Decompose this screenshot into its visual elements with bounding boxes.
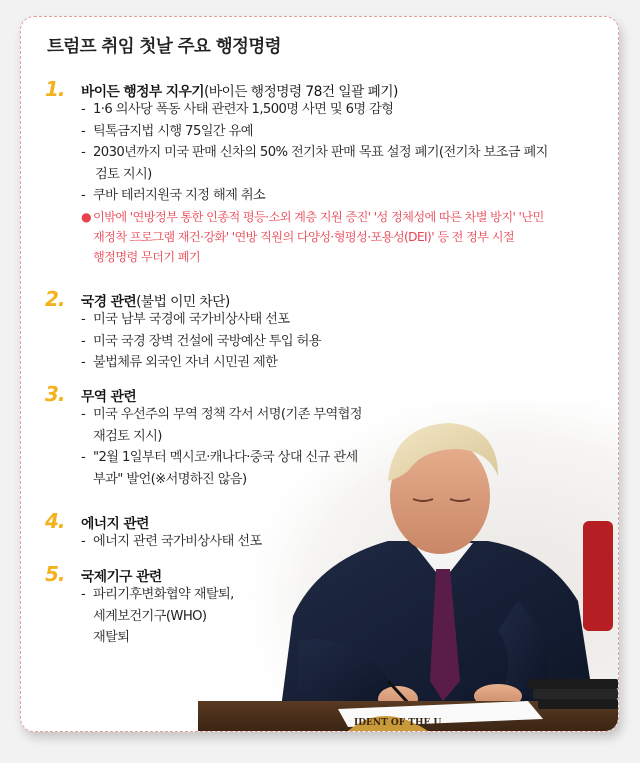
- seal-text: IDENT OF THE U: [354, 718, 442, 728]
- page-title: 트럼프 취임 첫날 주요 행정명령: [47, 37, 281, 57]
- section-number: 4.: [45, 509, 65, 533]
- section-4: [45, 509, 610, 553]
- section-number: 5.: [45, 562, 65, 586]
- section-5: [45, 562, 610, 649]
- list-item: 재검토 지시): [93, 428, 162, 444]
- list-item: - 파리기후변화협약 재탈퇴,: [81, 587, 234, 602]
- section-heading: 바이든 행정부 지우기(바이든 행정명령 78건 일괄 폐기): [81, 84, 398, 100]
- list-item: 세계보건기구(WHO): [93, 608, 207, 624]
- list-item: - 불법체류 외국인 자녀 시민권 제한: [81, 355, 278, 370]
- note-text: ● 이밖에 '연방정부 통한 인종적 평등·소외 계층 지원 증진' '성 정체성에 따른 차별 방지' '난민 재정착 프로그램 재건·강화' '연방 직원의 다양성·형평성·포용성(DEI)' 등 전 정부 시절 행정명령 무더기 폐기: [81, 209, 544, 264]
- section-number: 2.: [45, 287, 65, 311]
- section-heading: 국경 관련(불법 이민 차단): [81, 294, 230, 310]
- section-heading: 국제기구 관련: [81, 569, 162, 585]
- list-item: - "2월 1일부터 멕시코·캐나다·중국 상대 신규 관세: [81, 450, 358, 465]
- list-item: 재탈퇴: [93, 630, 130, 645]
- section-2: [45, 287, 610, 374]
- section-number: 1.: [45, 77, 65, 101]
- list-item: - 2030년까지 미국 판매 신차의 50% 전기차 판매 목표 설정 폐기(전기차 보조금 폐지: [81, 145, 548, 160]
- list-item: - 1·6 의사당 폭동 사태 관련자 1,500명 사면 및 6명 감형: [81, 102, 394, 117]
- list-item: - 미국 우선주의 무역 정책 각서 서명(기존 무역협정: [81, 407, 362, 422]
- section-3: [45, 382, 610, 490]
- section-1: [45, 77, 610, 267]
- list-item: - 미국 국경 장벽 건설에 국방예산 투입 허용: [81, 333, 321, 349]
- section-heading: 에너지 관련: [81, 516, 149, 532]
- list-item: - 에너지 관련 국가비상사태 선포: [81, 534, 262, 549]
- list-item: 검토 지시): [95, 166, 152, 182]
- list-item: - 미국 남부 국경에 국가비상사태 선포: [81, 312, 290, 327]
- infographic-card: [20, 16, 619, 732]
- list-item: 부과" 발언(※서명하진 않음): [93, 471, 247, 487]
- section-number: 3.: [45, 382, 65, 406]
- section-heading: 무역 관련: [81, 389, 137, 405]
- list-item: - 틱톡금지법 시행 75일간 유예: [81, 123, 253, 139]
- list-item: - 쿠바 테러지원국 지정 해제 취소: [81, 188, 266, 203]
